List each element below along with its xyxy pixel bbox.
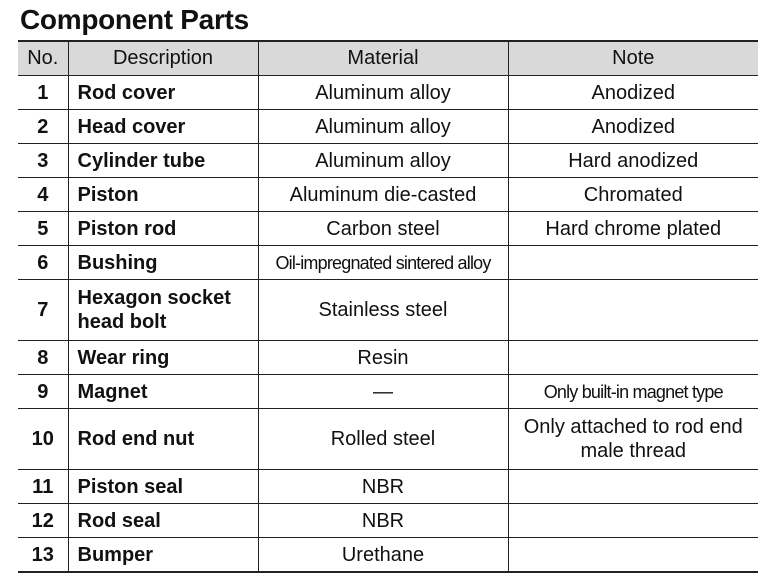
table-row [18,538,758,573]
cell-material: Aluminum alloy [258,76,508,110]
cell-note [508,470,758,504]
cell-note [508,280,758,341]
cell-no: 13 [18,538,68,573]
cell-no: 4 [18,178,68,212]
header-note: Note [508,41,758,76]
cell-note: Hard chrome plated [508,212,758,246]
cell-no: 10 [18,409,68,470]
cell-material: Oil-impregnated sintered alloy [258,246,508,280]
header-no: No. [18,41,68,76]
cell-no: 2 [18,110,68,144]
page-title: Component Parts [20,4,249,35]
cell-description: Magnet [68,375,258,409]
component-parts-table [18,40,758,573]
cell-material: NBR [258,504,508,538]
cell-no: 6 [18,246,68,280]
cell-material: Urethane [258,538,508,573]
cell-description: Wear ring [68,341,258,375]
header-description: Description [68,41,258,76]
cell-description: Cylinder tube [68,144,258,178]
header-material: Material [258,41,508,76]
cell-note: Only built-in magnet type [508,375,758,409]
table-row [18,341,758,375]
cell-no: 5 [18,212,68,246]
cell-material: NBR [258,470,508,504]
cell-material: Carbon steel [258,212,508,246]
cell-no: 9 [18,375,68,409]
cell-note: Hard anodized [508,144,758,178]
cell-no: 7 [18,280,68,341]
cell-material: Aluminum alloy [258,144,508,178]
cell-no: 1 [18,76,68,110]
cell-material: — [258,375,508,409]
table-row [18,470,758,504]
cell-note [508,538,758,573]
cell-description: Piston rod [68,212,258,246]
cell-material: Stainless steel [258,280,508,341]
cell-note: Anodized [508,110,758,144]
cell-note [508,246,758,280]
table-row [18,144,758,178]
cell-description: Rod end nut [68,409,258,470]
cell-material: Resin [258,341,508,375]
table-row [18,178,758,212]
cell-no: 3 [18,144,68,178]
cell-description: Head cover [68,110,258,144]
table-row [18,110,758,144]
cell-note [508,504,758,538]
table-row [18,212,758,246]
cell-no: 12 [18,504,68,538]
cell-description: Rod cover [68,76,258,110]
cell-description: Bushing [68,246,258,280]
cell-note: Anodized [508,76,758,110]
table-row [18,375,758,409]
table-row [18,76,758,110]
cell-no: 8 [18,341,68,375]
table-row [18,246,758,280]
cell-material: Rolled steel [258,409,508,470]
cell-description: Hexagon socket head bolt [68,280,258,341]
cell-material: Aluminum alloy [258,110,508,144]
table-row [18,280,758,341]
cell-description: Piston seal [68,470,258,504]
cell-no: 11 [18,470,68,504]
cell-note: Only attached to rod end male thread [508,409,758,470]
cell-note: Chromated [508,178,758,212]
cell-description: Rod seal [68,504,258,538]
table-row [18,409,758,470]
cell-material: Aluminum die-casted [258,178,508,212]
table-header-row [18,41,758,76]
cell-note [508,341,758,375]
cell-description: Piston [68,178,258,212]
table-row [18,504,758,538]
cell-description: Bumper [68,538,258,573]
